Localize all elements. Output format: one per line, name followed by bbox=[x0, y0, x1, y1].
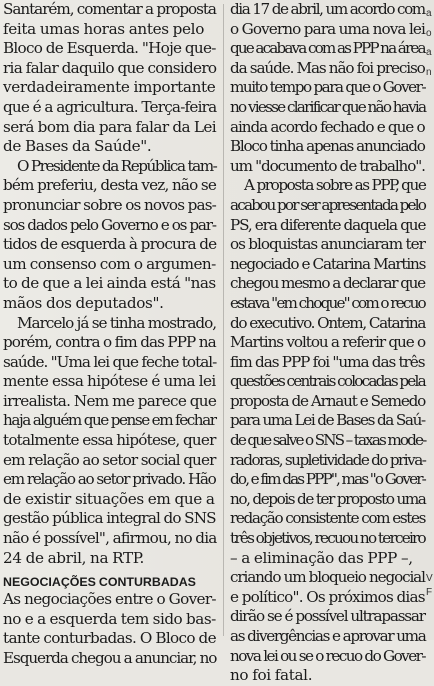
text-line: bém preferiu, desta vez, não se bbox=[3, 176, 217, 195]
text-line: mente essa hipótese é uma lei bbox=[3, 372, 216, 391]
text-line: sos dados pelo Governo e os par- bbox=[3, 215, 216, 234]
text-line: irrealista. Nem me parece que bbox=[3, 391, 217, 410]
text-line: estava "em choque" com o recuo bbox=[230, 293, 425, 312]
text-line: feita umas horas antes pelo bbox=[3, 19, 204, 38]
text-line: mãos dos deputados". bbox=[3, 293, 164, 312]
text-line: três objetivos, recuou no terceiro bbox=[230, 529, 425, 548]
text-line: Santarém, comentar a proposta bbox=[3, 0, 216, 18]
text-line: Martins voltou a referir que o bbox=[230, 333, 426, 352]
text-line: porém, contra o fim das PPP na bbox=[3, 333, 216, 352]
text-line: será bom dia para falar da Lei bbox=[3, 117, 217, 136]
text-line: um "documento de trabalho". bbox=[230, 156, 425, 175]
edge-letter: o bbox=[426, 27, 432, 39]
article-column-left bbox=[3, 0, 217, 667]
edge-letter: n bbox=[426, 66, 432, 78]
text-line: to de que a lei ainda está "nas bbox=[3, 274, 216, 293]
text-line: haja alguém que pense em fechar bbox=[3, 411, 216, 430]
text-line: no viesse clarificar que não havia bbox=[230, 97, 426, 116]
text-line: e político". Os próximos dias bbox=[230, 587, 425, 606]
text-line: questões centrais colocadas pela bbox=[230, 372, 425, 391]
adjacent-column-edge-bottom bbox=[426, 572, 434, 600]
column-divider bbox=[223, 4, 224, 636]
paragraph-negotiations bbox=[3, 590, 216, 668]
text-line: em relação ao setor social quer bbox=[3, 450, 216, 469]
text-line: não é possível", afirmou, no dia bbox=[3, 529, 217, 548]
text-line: o Governo para uma nova lei bbox=[230, 19, 425, 38]
text-line: fim das PPP foi "uma das três bbox=[230, 352, 425, 371]
edge-letter: F bbox=[426, 587, 433, 598]
paragraph-president bbox=[3, 157, 216, 314]
text-line: verdadeiramente importante bbox=[3, 78, 216, 97]
text-line: redação consistente com estes bbox=[230, 509, 426, 528]
text-line: 24 de abril, na RTP. bbox=[3, 548, 145, 567]
text-line: chegou mesmo a declarar que bbox=[230, 274, 425, 293]
text-line: muito tempo para que o Gover- bbox=[230, 78, 426, 97]
text-line: criando um bloqueio negocial bbox=[230, 568, 425, 587]
text-line: nova lei ou se o recuo do Gover- bbox=[230, 646, 425, 665]
text-line: acabou por ser apresentada pelo bbox=[230, 195, 426, 214]
text-line: que é a agricultura. Terça-feira bbox=[3, 97, 217, 116]
text-line: Bloco tinha apenas anunciado bbox=[230, 137, 425, 156]
text-line: ainda acordo fechado e que o bbox=[230, 117, 425, 136]
text-line: gestão pública integral do SNS bbox=[3, 509, 216, 528]
text-line: que acabava com as PPP na área bbox=[230, 39, 425, 58]
text-line: em relação ao setor privado. Hão bbox=[3, 470, 216, 489]
paragraph-continuation bbox=[3, 0, 216, 157]
text-line: tante conturbadas. O Bloco de bbox=[3, 629, 216, 648]
text-line: ria falar daquilo que considero bbox=[3, 58, 217, 77]
text-line: O Presidente da República tam- bbox=[17, 156, 217, 175]
text-line: de Bases da Saúde". bbox=[3, 137, 152, 156]
text-line: para uma Lei de Bases da Saú- bbox=[230, 411, 425, 430]
adjacent-column-edge-top bbox=[426, 4, 434, 82]
text-line: – a eliminação das PPP –, bbox=[230, 548, 413, 567]
text-line: um consenso com o argumen- bbox=[3, 254, 216, 273]
article-column-right bbox=[230, 0, 426, 685]
text-line: Esquerda chegou a anunciar, no bbox=[3, 649, 217, 667]
text-line: negociado e Catarina Martins bbox=[230, 254, 426, 273]
text-line: no, depois de ter proposto uma bbox=[230, 489, 426, 508]
text-line: de que salve o SNS – taxas mode- bbox=[230, 431, 426, 450]
text-line: A proposta sobre as PPP, que bbox=[244, 176, 426, 195]
edge-letter: a bbox=[426, 8, 432, 19]
paragraph-marcelo bbox=[3, 314, 216, 569]
text-line: PS, era diferente daquela que bbox=[230, 215, 426, 234]
paragraph-bloco-agreement bbox=[230, 0, 425, 176]
text-line: da saúde. Mas não foi preciso bbox=[230, 58, 425, 77]
text-line: Marcelo já se tinha mostrado, bbox=[17, 313, 217, 332]
text-line: saúde. "Uma lei que feche total- bbox=[3, 352, 217, 371]
text-line: proposta de Arnaut e Semedo bbox=[230, 391, 426, 410]
text-line: dia 17 de abril, um acordo com bbox=[230, 0, 425, 18]
text-line: As negociações entre o Gover- bbox=[3, 590, 216, 609]
section-heading: NEGOCIAÇÕES CONTURBADAS bbox=[3, 575, 196, 590]
text-line: Bloco de Esquerda. "Hoje que- bbox=[3, 39, 216, 58]
edge-letter: a bbox=[426, 47, 432, 59]
text-line: dirão se é possível ultrapassar bbox=[230, 607, 425, 626]
text-line: totalmente essa hipótese, quer bbox=[3, 431, 216, 450]
edge-letter: V bbox=[426, 573, 433, 584]
text-line: no foi fatal. bbox=[230, 666, 313, 685]
paragraph-ppp-proposal bbox=[230, 176, 425, 685]
text-line: os bloquistas anunciaram ter bbox=[230, 235, 425, 254]
text-line: no e a esquerda tem sido bas- bbox=[3, 609, 216, 628]
text-line: radoras, supletividade do priva- bbox=[230, 450, 426, 469]
text-line: do, e fim das PPP", mas "o Gover- bbox=[230, 470, 425, 489]
text-line: tidos de esquerda à procura de bbox=[3, 235, 217, 254]
text-line: as divergências e aprovar uma bbox=[230, 627, 426, 645]
text-line: pronunciar sobre os novos pas- bbox=[3, 195, 216, 214]
text-line: de existir situações em que a bbox=[3, 489, 215, 508]
text-line: do executivo. Ontem, Catarina bbox=[230, 313, 426, 332]
